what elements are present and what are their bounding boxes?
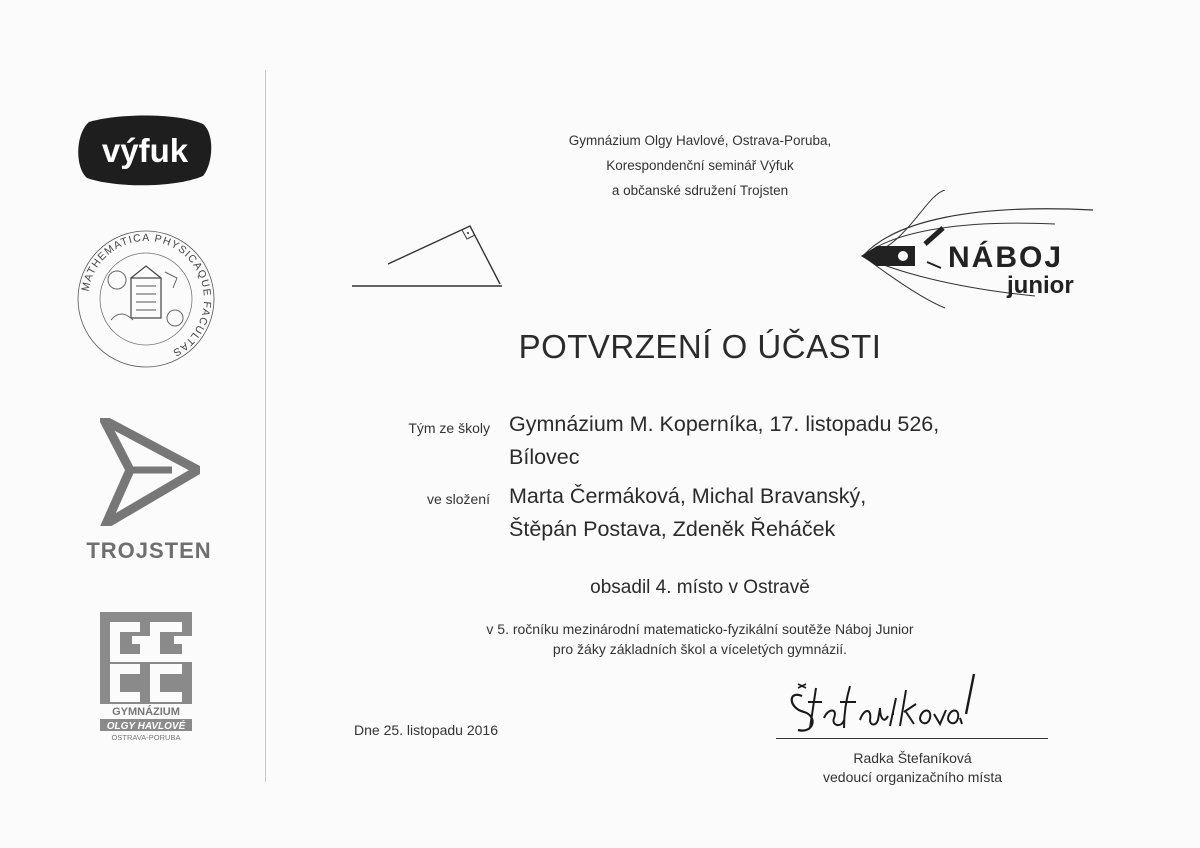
- signer-role: vedoucí organizačního místa: [823, 769, 1002, 785]
- team-members-label: ve složení: [426, 491, 490, 507]
- naboj-logo-subtitle: junior: [1007, 272, 1074, 299]
- competition-description-line-2: pro žáky základních škol a víceletých gymnázií.: [552, 641, 848, 657]
- handwritten-signature: [780, 668, 980, 738]
- gymnazium-logo-line2: OLGY HAVLOVÉ: [106, 721, 186, 732]
- vyfuk-logo-text: výfuk: [101, 132, 189, 169]
- trojsten-wordmark: TROJSTEN: [86, 538, 212, 563]
- organizer-line-1: Gymnázium Olgy Havlové, Ostrava-Poruba,: [568, 133, 832, 148]
- competition-description-line-1: v 5. ročníku mezinárodní matematicko-fyzikální soutěže Náboj Junior: [486, 621, 914, 637]
- seal-text: MATHEMATICA PHYSICAQUE FACULTAS: [79, 231, 214, 360]
- naboj-logo-title: NÁBOJ: [948, 241, 1064, 274]
- trojsten-logo: [100, 418, 200, 526]
- issue-date: Dne 25. listopadu 2016: [354, 722, 498, 738]
- team-members-value: [509, 480, 1029, 546]
- team-school-value: [509, 408, 1029, 474]
- team-school-line-1: Gymnázium M. Koperníka, 17. listopadu 526,: [509, 412, 940, 436]
- vyfuk-logo: [75, 112, 215, 188]
- competition-description: [380, 619, 1020, 659]
- team-school-label: Tým ze školy: [408, 420, 490, 436]
- vertical-divider: [265, 70, 266, 782]
- certificate-title: POTVRZENÍ O ÚČASTI: [518, 328, 882, 365]
- gymnazium-logo-line1: GYMNÁZIUM: [112, 706, 180, 718]
- right-triangle-graphic: [352, 222, 502, 292]
- organizer-line-2: Korespondenční seminář Výfuk: [606, 158, 794, 173]
- gymnazium-logo: [100, 612, 192, 742]
- team-members-line-2: Štěpán Postava, Zdeněk Řeháček: [509, 517, 836, 541]
- signer-block: [780, 749, 1045, 787]
- svg-text:MATHEMATICA PHYSICAQUE FACULTA: [79, 232, 213, 359]
- team-members-line-1: Marta Čermáková, Michal Bravanský,: [509, 484, 867, 508]
- signature-line: [776, 738, 1048, 739]
- gymnazium-logo-line3: OSTRAVA-PORUBA: [111, 733, 181, 742]
- signer-name: Radka Štefaníková: [853, 750, 972, 766]
- faculty-seal: [75, 228, 217, 370]
- organizer-header: [520, 128, 880, 203]
- placement-text: obsadil 4. místo v Ostravě: [590, 577, 810, 598]
- naboj-junior-logo: [855, 190, 1100, 310]
- team-school-line-2: Bílovec: [509, 445, 580, 469]
- organizer-line-3: a občanské sdružení Trojsten: [611, 183, 789, 198]
